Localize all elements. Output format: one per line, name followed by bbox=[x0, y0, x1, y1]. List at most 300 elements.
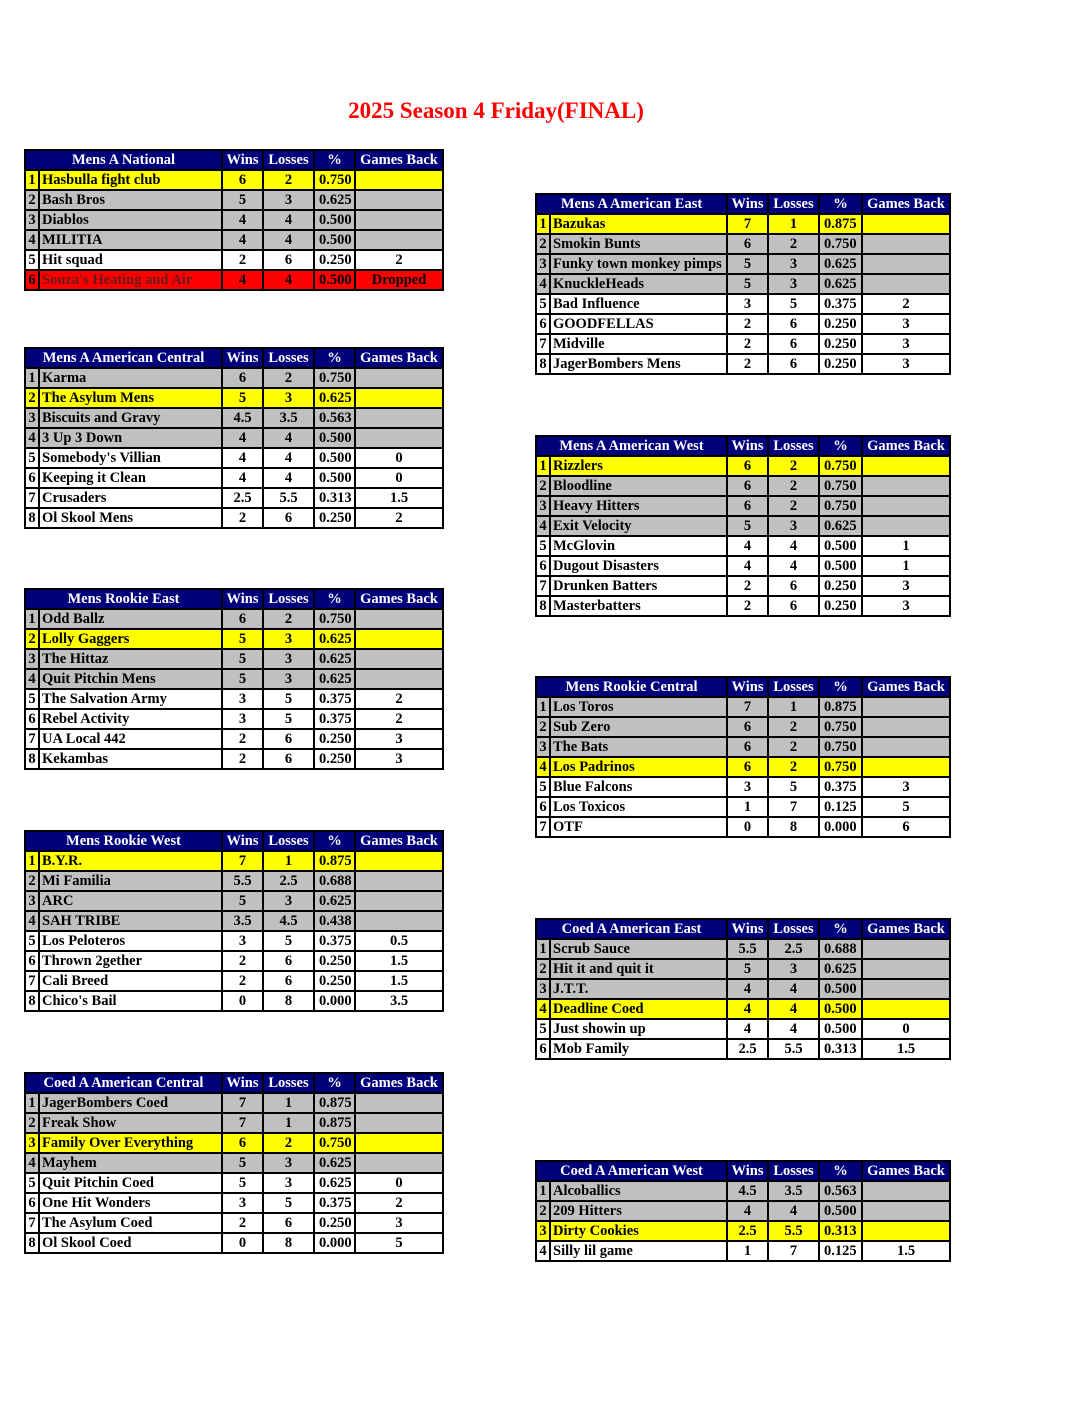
pct-cell: 0.625 bbox=[314, 649, 355, 669]
wins-cell: 5 bbox=[222, 388, 263, 408]
losses-cell: 6 bbox=[768, 354, 819, 374]
standings-table bbox=[24, 347, 444, 529]
team-name: Bloodline bbox=[550, 476, 727, 496]
rank-cell: 4 bbox=[25, 669, 39, 689]
pct-header: % bbox=[314, 589, 355, 609]
pct-cell: 0.625 bbox=[819, 254, 862, 274]
table-row bbox=[536, 737, 950, 757]
games-back-cell bbox=[355, 388, 443, 408]
team-name: Diablos bbox=[39, 210, 222, 230]
losses-cell: 3.5 bbox=[768, 1181, 819, 1201]
pct-cell: 0.500 bbox=[819, 979, 862, 999]
pct-cell: 0.250 bbox=[314, 971, 355, 991]
wins-cell: 3 bbox=[222, 1193, 263, 1213]
wins-header: Wins bbox=[222, 589, 263, 609]
wins-cell: 4.5 bbox=[727, 1181, 768, 1201]
table-row bbox=[536, 314, 950, 334]
table-row bbox=[536, 1201, 950, 1221]
table-row bbox=[536, 294, 950, 314]
wins-cell: 4 bbox=[727, 1201, 768, 1221]
rank-cell: 6 bbox=[25, 1193, 39, 1213]
losses-cell: 1 bbox=[768, 214, 819, 234]
standings-table bbox=[535, 1160, 951, 1262]
wins-cell: 4 bbox=[727, 999, 768, 1019]
table-row bbox=[25, 951, 443, 971]
games-back-cell: 3 bbox=[862, 334, 950, 354]
wins-cell: 7 bbox=[222, 851, 263, 871]
wins-cell: 0 bbox=[222, 1233, 263, 1253]
pct-header: % bbox=[314, 348, 355, 368]
rank-cell: 8 bbox=[536, 354, 550, 374]
team-name: 3 Up 3 Down bbox=[39, 428, 222, 448]
pct-cell: 0.500 bbox=[819, 999, 862, 1019]
pct-cell: 0.000 bbox=[314, 991, 355, 1011]
pct-cell: 0.875 bbox=[819, 214, 862, 234]
games-back-cell: 2 bbox=[355, 508, 443, 528]
wins-cell: 6 bbox=[727, 757, 768, 777]
team-name: Smokin Bunts bbox=[550, 234, 727, 254]
rank-cell: 2 bbox=[25, 388, 39, 408]
division-title: Coed A American Central bbox=[25, 1073, 222, 1093]
rank-cell: 1 bbox=[536, 1181, 550, 1201]
pct-cell: 0.313 bbox=[819, 1039, 862, 1059]
games-back-cell bbox=[862, 516, 950, 536]
table-row bbox=[536, 959, 950, 979]
games-back-cell bbox=[355, 1153, 443, 1173]
losses-cell: 8 bbox=[768, 817, 819, 837]
games-back-cell: 1 bbox=[862, 536, 950, 556]
rank-cell: 2 bbox=[25, 871, 39, 891]
pct-cell: 0.250 bbox=[819, 576, 862, 596]
wins-cell: 7 bbox=[222, 1113, 263, 1133]
losses-cell: 6 bbox=[263, 971, 314, 991]
rank-cell: 3 bbox=[25, 649, 39, 669]
table-row bbox=[536, 214, 950, 234]
table-row bbox=[536, 496, 950, 516]
team-name: Hasbulla fight club bbox=[39, 170, 222, 190]
losses-header: Losses bbox=[263, 1073, 314, 1093]
team-name: Cali Breed bbox=[39, 971, 222, 991]
losses-cell: 2 bbox=[768, 757, 819, 777]
losses-header: Losses bbox=[768, 436, 819, 456]
team-name: B.Y.R. bbox=[39, 851, 222, 871]
pct-cell: 0.625 bbox=[314, 891, 355, 911]
team-name: Keeping it Clean bbox=[39, 468, 222, 488]
losses-cell: 6 bbox=[263, 250, 314, 270]
table-row bbox=[25, 709, 443, 729]
pct-cell: 0.250 bbox=[819, 334, 862, 354]
pct-cell: 0.500 bbox=[314, 448, 355, 468]
losses-cell: 3 bbox=[263, 629, 314, 649]
wins-cell: 5 bbox=[222, 669, 263, 689]
losses-cell: 3 bbox=[263, 669, 314, 689]
games-back-cell bbox=[355, 428, 443, 448]
games-back-cell: 2 bbox=[355, 689, 443, 709]
wins-cell: 6 bbox=[222, 609, 263, 629]
losses-cell: 3 bbox=[768, 516, 819, 536]
wins-cell: 3 bbox=[222, 689, 263, 709]
games-back-cell bbox=[862, 959, 950, 979]
team-name: Exit Velocity bbox=[550, 516, 727, 536]
pct-cell: 0.875 bbox=[314, 851, 355, 871]
team-name: Ol Skool Coed bbox=[39, 1233, 222, 1253]
pct-cell: 0.750 bbox=[819, 476, 862, 496]
wins-cell: 2 bbox=[222, 250, 263, 270]
table-row bbox=[536, 939, 950, 959]
table-row bbox=[25, 689, 443, 709]
games-back-cell bbox=[355, 851, 443, 871]
losses-cell: 5 bbox=[263, 931, 314, 951]
wins-cell: 5 bbox=[727, 959, 768, 979]
team-name: Quit Pitchin Mens bbox=[39, 669, 222, 689]
rank-cell: 8 bbox=[536, 596, 550, 616]
rank-cell: 5 bbox=[25, 931, 39, 951]
table-row bbox=[25, 368, 443, 388]
games-back-cell: 0.5 bbox=[355, 931, 443, 951]
wins-cell: 3 bbox=[222, 709, 263, 729]
wins-cell: 4 bbox=[222, 230, 263, 250]
wins-cell: 6 bbox=[222, 170, 263, 190]
pct-cell: 0.250 bbox=[314, 749, 355, 769]
team-name: Quit Pitchin Coed bbox=[39, 1173, 222, 1193]
games-back-cell bbox=[862, 757, 950, 777]
pct-header: % bbox=[819, 436, 862, 456]
wins-cell: 4 bbox=[727, 556, 768, 576]
losses-cell: 2 bbox=[768, 476, 819, 496]
table-row bbox=[25, 250, 443, 270]
table-row bbox=[25, 1193, 443, 1213]
team-name: Heavy Hitters bbox=[550, 496, 727, 516]
page-title: 2025 Season 4 Friday(FINAL) bbox=[348, 98, 644, 123]
games-back-cell: 3 bbox=[355, 1213, 443, 1233]
team-name: Rebel Activity bbox=[39, 709, 222, 729]
team-name: MILITIA bbox=[39, 230, 222, 250]
losses-cell: 5 bbox=[768, 294, 819, 314]
rank-cell: 8 bbox=[25, 991, 39, 1011]
pct-cell: 0.625 bbox=[819, 516, 862, 536]
losses-cell: 6 bbox=[263, 729, 314, 749]
losses-cell: 4 bbox=[263, 468, 314, 488]
table-row bbox=[536, 254, 950, 274]
games-back-cell bbox=[862, 697, 950, 717]
team-name: Alcoballics bbox=[550, 1181, 727, 1201]
losses-cell: 4 bbox=[768, 556, 819, 576]
losses-cell: 6 bbox=[768, 576, 819, 596]
losses-cell: 2 bbox=[263, 170, 314, 190]
team-name: Crusaders bbox=[39, 488, 222, 508]
losses-cell: 2 bbox=[768, 737, 819, 757]
wins-cell: 7 bbox=[222, 1093, 263, 1113]
table-row bbox=[536, 334, 950, 354]
wins-cell: 1 bbox=[727, 797, 768, 817]
games-back-cell: 5 bbox=[862, 797, 950, 817]
pct-cell: 0.750 bbox=[314, 1133, 355, 1153]
table-header-row bbox=[536, 194, 950, 214]
rank-cell: 1 bbox=[25, 851, 39, 871]
wins-cell: 5 bbox=[222, 629, 263, 649]
games-back-cell bbox=[862, 496, 950, 516]
games-back-cell bbox=[355, 230, 443, 250]
rank-cell: 5 bbox=[536, 1019, 550, 1039]
team-name: Bazukas bbox=[550, 214, 727, 234]
wins-cell: 4 bbox=[222, 210, 263, 230]
pct-cell: 0.375 bbox=[819, 294, 862, 314]
pct-cell: 0.000 bbox=[819, 817, 862, 837]
table-row bbox=[536, 536, 950, 556]
rank-cell: 4 bbox=[25, 1153, 39, 1173]
table-row bbox=[536, 697, 950, 717]
pct-cell: 0.250 bbox=[314, 508, 355, 528]
team-name: Midville bbox=[550, 334, 727, 354]
team-name: Family Over Everything bbox=[39, 1133, 222, 1153]
games-back-cell bbox=[355, 408, 443, 428]
rank-cell: 4 bbox=[536, 274, 550, 294]
pct-cell: 0.750 bbox=[819, 757, 862, 777]
losses-cell: 4 bbox=[768, 979, 819, 999]
table-row bbox=[25, 931, 443, 951]
games-back-header: Games Back bbox=[355, 831, 443, 851]
pct-cell: 0.750 bbox=[314, 368, 355, 388]
losses-cell: 7 bbox=[768, 1241, 819, 1261]
team-name: Bash Bros bbox=[39, 190, 222, 210]
games-back-cell: 3 bbox=[862, 354, 950, 374]
games-back-cell bbox=[862, 979, 950, 999]
table-row bbox=[25, 448, 443, 468]
standings-table bbox=[24, 588, 444, 770]
table-header-row bbox=[25, 1073, 443, 1093]
pct-header: % bbox=[314, 831, 355, 851]
standings-table bbox=[24, 830, 444, 1012]
games-back-cell: 5 bbox=[355, 1233, 443, 1253]
wins-cell: 4 bbox=[222, 270, 263, 290]
games-back-cell bbox=[355, 368, 443, 388]
team-name: The Bats bbox=[550, 737, 727, 757]
games-back-cell bbox=[862, 214, 950, 234]
table-row bbox=[536, 234, 950, 254]
table-row bbox=[536, 274, 950, 294]
wins-cell: 4 bbox=[727, 979, 768, 999]
wins-cell: 2 bbox=[727, 314, 768, 334]
wins-cell: 2 bbox=[222, 749, 263, 769]
pct-cell: 0.563 bbox=[819, 1181, 862, 1201]
games-back-cell: 2 bbox=[355, 709, 443, 729]
losses-cell: 3 bbox=[768, 959, 819, 979]
losses-cell: 4 bbox=[768, 536, 819, 556]
wins-cell: 2 bbox=[222, 951, 263, 971]
table-row bbox=[25, 1153, 443, 1173]
pct-cell: 0.625 bbox=[314, 190, 355, 210]
rank-cell: 1 bbox=[25, 368, 39, 388]
games-back-cell: 0 bbox=[862, 1019, 950, 1039]
losses-header: Losses bbox=[768, 1161, 819, 1181]
wins-cell: 4 bbox=[222, 428, 263, 448]
pct-cell: 0.625 bbox=[819, 959, 862, 979]
games-back-cell: 1.5 bbox=[355, 488, 443, 508]
rank-cell: 5 bbox=[25, 689, 39, 709]
games-back-cell bbox=[862, 234, 950, 254]
games-back-cell bbox=[355, 871, 443, 891]
table-row bbox=[536, 354, 950, 374]
pct-cell: 0.750 bbox=[819, 737, 862, 757]
division-title: Mens Rookie Central bbox=[536, 677, 727, 697]
pct-header: % bbox=[819, 677, 862, 697]
table-row bbox=[25, 649, 443, 669]
pct-cell: 0.000 bbox=[314, 1233, 355, 1253]
table-row bbox=[536, 576, 950, 596]
rank-cell: 5 bbox=[25, 448, 39, 468]
losses-cell: 1 bbox=[263, 1093, 314, 1113]
pct-cell: 0.750 bbox=[819, 496, 862, 516]
losses-cell: 2 bbox=[263, 368, 314, 388]
pct-cell: 0.500 bbox=[819, 1019, 862, 1039]
table-row bbox=[25, 230, 443, 250]
losses-header: Losses bbox=[768, 919, 819, 939]
team-name: Los Toros bbox=[550, 697, 727, 717]
pct-cell: 0.688 bbox=[314, 871, 355, 891]
games-back-cell bbox=[862, 717, 950, 737]
team-name: JagerBombers Mens bbox=[550, 354, 727, 374]
wins-cell: 5 bbox=[727, 274, 768, 294]
losses-cell: 5 bbox=[263, 689, 314, 709]
rank-cell: 6 bbox=[25, 270, 39, 290]
division-title: Mens Rookie East bbox=[25, 589, 222, 609]
pct-cell: 0.500 bbox=[314, 230, 355, 250]
wins-cell: 6 bbox=[727, 496, 768, 516]
losses-header: Losses bbox=[263, 831, 314, 851]
team-name: Funky town monkey pimps bbox=[550, 254, 727, 274]
pct-cell: 0.625 bbox=[314, 629, 355, 649]
wins-cell: 3.5 bbox=[222, 911, 263, 931]
losses-cell: 3 bbox=[263, 649, 314, 669]
rank-cell: 7 bbox=[25, 971, 39, 991]
losses-cell: 4 bbox=[263, 270, 314, 290]
games-back-header: Games Back bbox=[862, 436, 950, 456]
losses-header: Losses bbox=[768, 194, 819, 214]
team-name: JagerBombers Coed bbox=[39, 1093, 222, 1113]
losses-cell: 3 bbox=[263, 1173, 314, 1193]
games-back-cell: 3 bbox=[862, 777, 950, 797]
games-back-cell bbox=[862, 999, 950, 1019]
rank-cell: 6 bbox=[536, 797, 550, 817]
table-header-row bbox=[536, 677, 950, 697]
team-name: SAH TRIBE bbox=[39, 911, 222, 931]
wins-cell: 6 bbox=[727, 717, 768, 737]
wins-header: Wins bbox=[222, 831, 263, 851]
pct-cell: 0.750 bbox=[314, 170, 355, 190]
pct-cell: 0.750 bbox=[819, 717, 862, 737]
pct-cell: 0.688 bbox=[819, 939, 862, 959]
table-row bbox=[536, 979, 950, 999]
table-row bbox=[25, 488, 443, 508]
losses-cell: 7 bbox=[768, 797, 819, 817]
rank-cell: 7 bbox=[536, 576, 550, 596]
games-back-cell bbox=[862, 1201, 950, 1221]
wins-header: Wins bbox=[727, 919, 768, 939]
team-name: Scrub Sauce bbox=[550, 939, 727, 959]
team-name: Los Padrinos bbox=[550, 757, 727, 777]
rank-cell: 2 bbox=[536, 717, 550, 737]
wins-cell: 5.5 bbox=[222, 871, 263, 891]
rank-cell: 8 bbox=[25, 1233, 39, 1253]
pct-cell: 0.500 bbox=[314, 270, 355, 290]
wins-cell: 2 bbox=[222, 729, 263, 749]
team-name: Sub Zero bbox=[550, 717, 727, 737]
division-title: Mens A National bbox=[25, 150, 222, 170]
losses-cell: 5 bbox=[768, 777, 819, 797]
losses-cell: 4 bbox=[768, 1201, 819, 1221]
table-header-row bbox=[25, 348, 443, 368]
wins-header: Wins bbox=[727, 1161, 768, 1181]
losses-cell: 6 bbox=[263, 951, 314, 971]
rank-cell: 1 bbox=[536, 697, 550, 717]
table-row bbox=[25, 428, 443, 448]
losses-cell: 4 bbox=[263, 210, 314, 230]
wins-cell: 6 bbox=[222, 368, 263, 388]
table-row bbox=[25, 270, 443, 290]
wins-cell: 6 bbox=[727, 234, 768, 254]
table-row bbox=[25, 629, 443, 649]
table-row bbox=[25, 1113, 443, 1133]
rank-cell: 2 bbox=[25, 190, 39, 210]
wins-cell: 4 bbox=[222, 468, 263, 488]
losses-cell: 3 bbox=[263, 190, 314, 210]
games-back-cell bbox=[355, 629, 443, 649]
wins-cell: 5 bbox=[222, 649, 263, 669]
games-back-cell: 3 bbox=[355, 749, 443, 769]
games-back-cell bbox=[862, 274, 950, 294]
games-back-cell: 1 bbox=[862, 556, 950, 576]
pct-header: % bbox=[819, 1161, 862, 1181]
table-row bbox=[536, 1019, 950, 1039]
team-name: Ol Skool Mens bbox=[39, 508, 222, 528]
games-back-cell: 2 bbox=[355, 1193, 443, 1213]
pct-header: % bbox=[819, 919, 862, 939]
games-back-cell bbox=[862, 254, 950, 274]
division-title: Mens A American West bbox=[536, 436, 727, 456]
table-row bbox=[536, 777, 950, 797]
team-name: The Asylum Mens bbox=[39, 388, 222, 408]
wins-cell: 5.5 bbox=[727, 939, 768, 959]
table-row bbox=[536, 797, 950, 817]
wins-cell: 4 bbox=[727, 536, 768, 556]
rank-cell: 6 bbox=[536, 314, 550, 334]
wins-cell: 4 bbox=[727, 1019, 768, 1039]
wins-cell: 6 bbox=[727, 456, 768, 476]
pct-cell: 0.875 bbox=[819, 697, 862, 717]
wins-cell: 5 bbox=[222, 1153, 263, 1173]
pct-cell: 0.250 bbox=[819, 596, 862, 616]
team-name: Rizzlers bbox=[550, 456, 727, 476]
rank-cell: 3 bbox=[25, 210, 39, 230]
pct-header: % bbox=[314, 150, 355, 170]
wins-cell: 2 bbox=[727, 576, 768, 596]
games-back-cell: 6 bbox=[862, 817, 950, 837]
team-name: Souza's Heating and Air bbox=[39, 270, 222, 290]
wins-cell: 6 bbox=[727, 737, 768, 757]
rank-cell: 6 bbox=[536, 556, 550, 576]
rank-cell: 5 bbox=[536, 294, 550, 314]
rank-cell: 7 bbox=[536, 817, 550, 837]
table-row bbox=[25, 170, 443, 190]
team-name: Dirty Cookies bbox=[550, 1221, 727, 1241]
pct-cell: 0.500 bbox=[314, 468, 355, 488]
rank-cell: 7 bbox=[25, 488, 39, 508]
team-name: GOODFELLAS bbox=[550, 314, 727, 334]
wins-cell: 4.5 bbox=[222, 408, 263, 428]
team-name: Los Toxicos bbox=[550, 797, 727, 817]
wins-cell: 1 bbox=[727, 1241, 768, 1261]
losses-cell: 6 bbox=[768, 314, 819, 334]
